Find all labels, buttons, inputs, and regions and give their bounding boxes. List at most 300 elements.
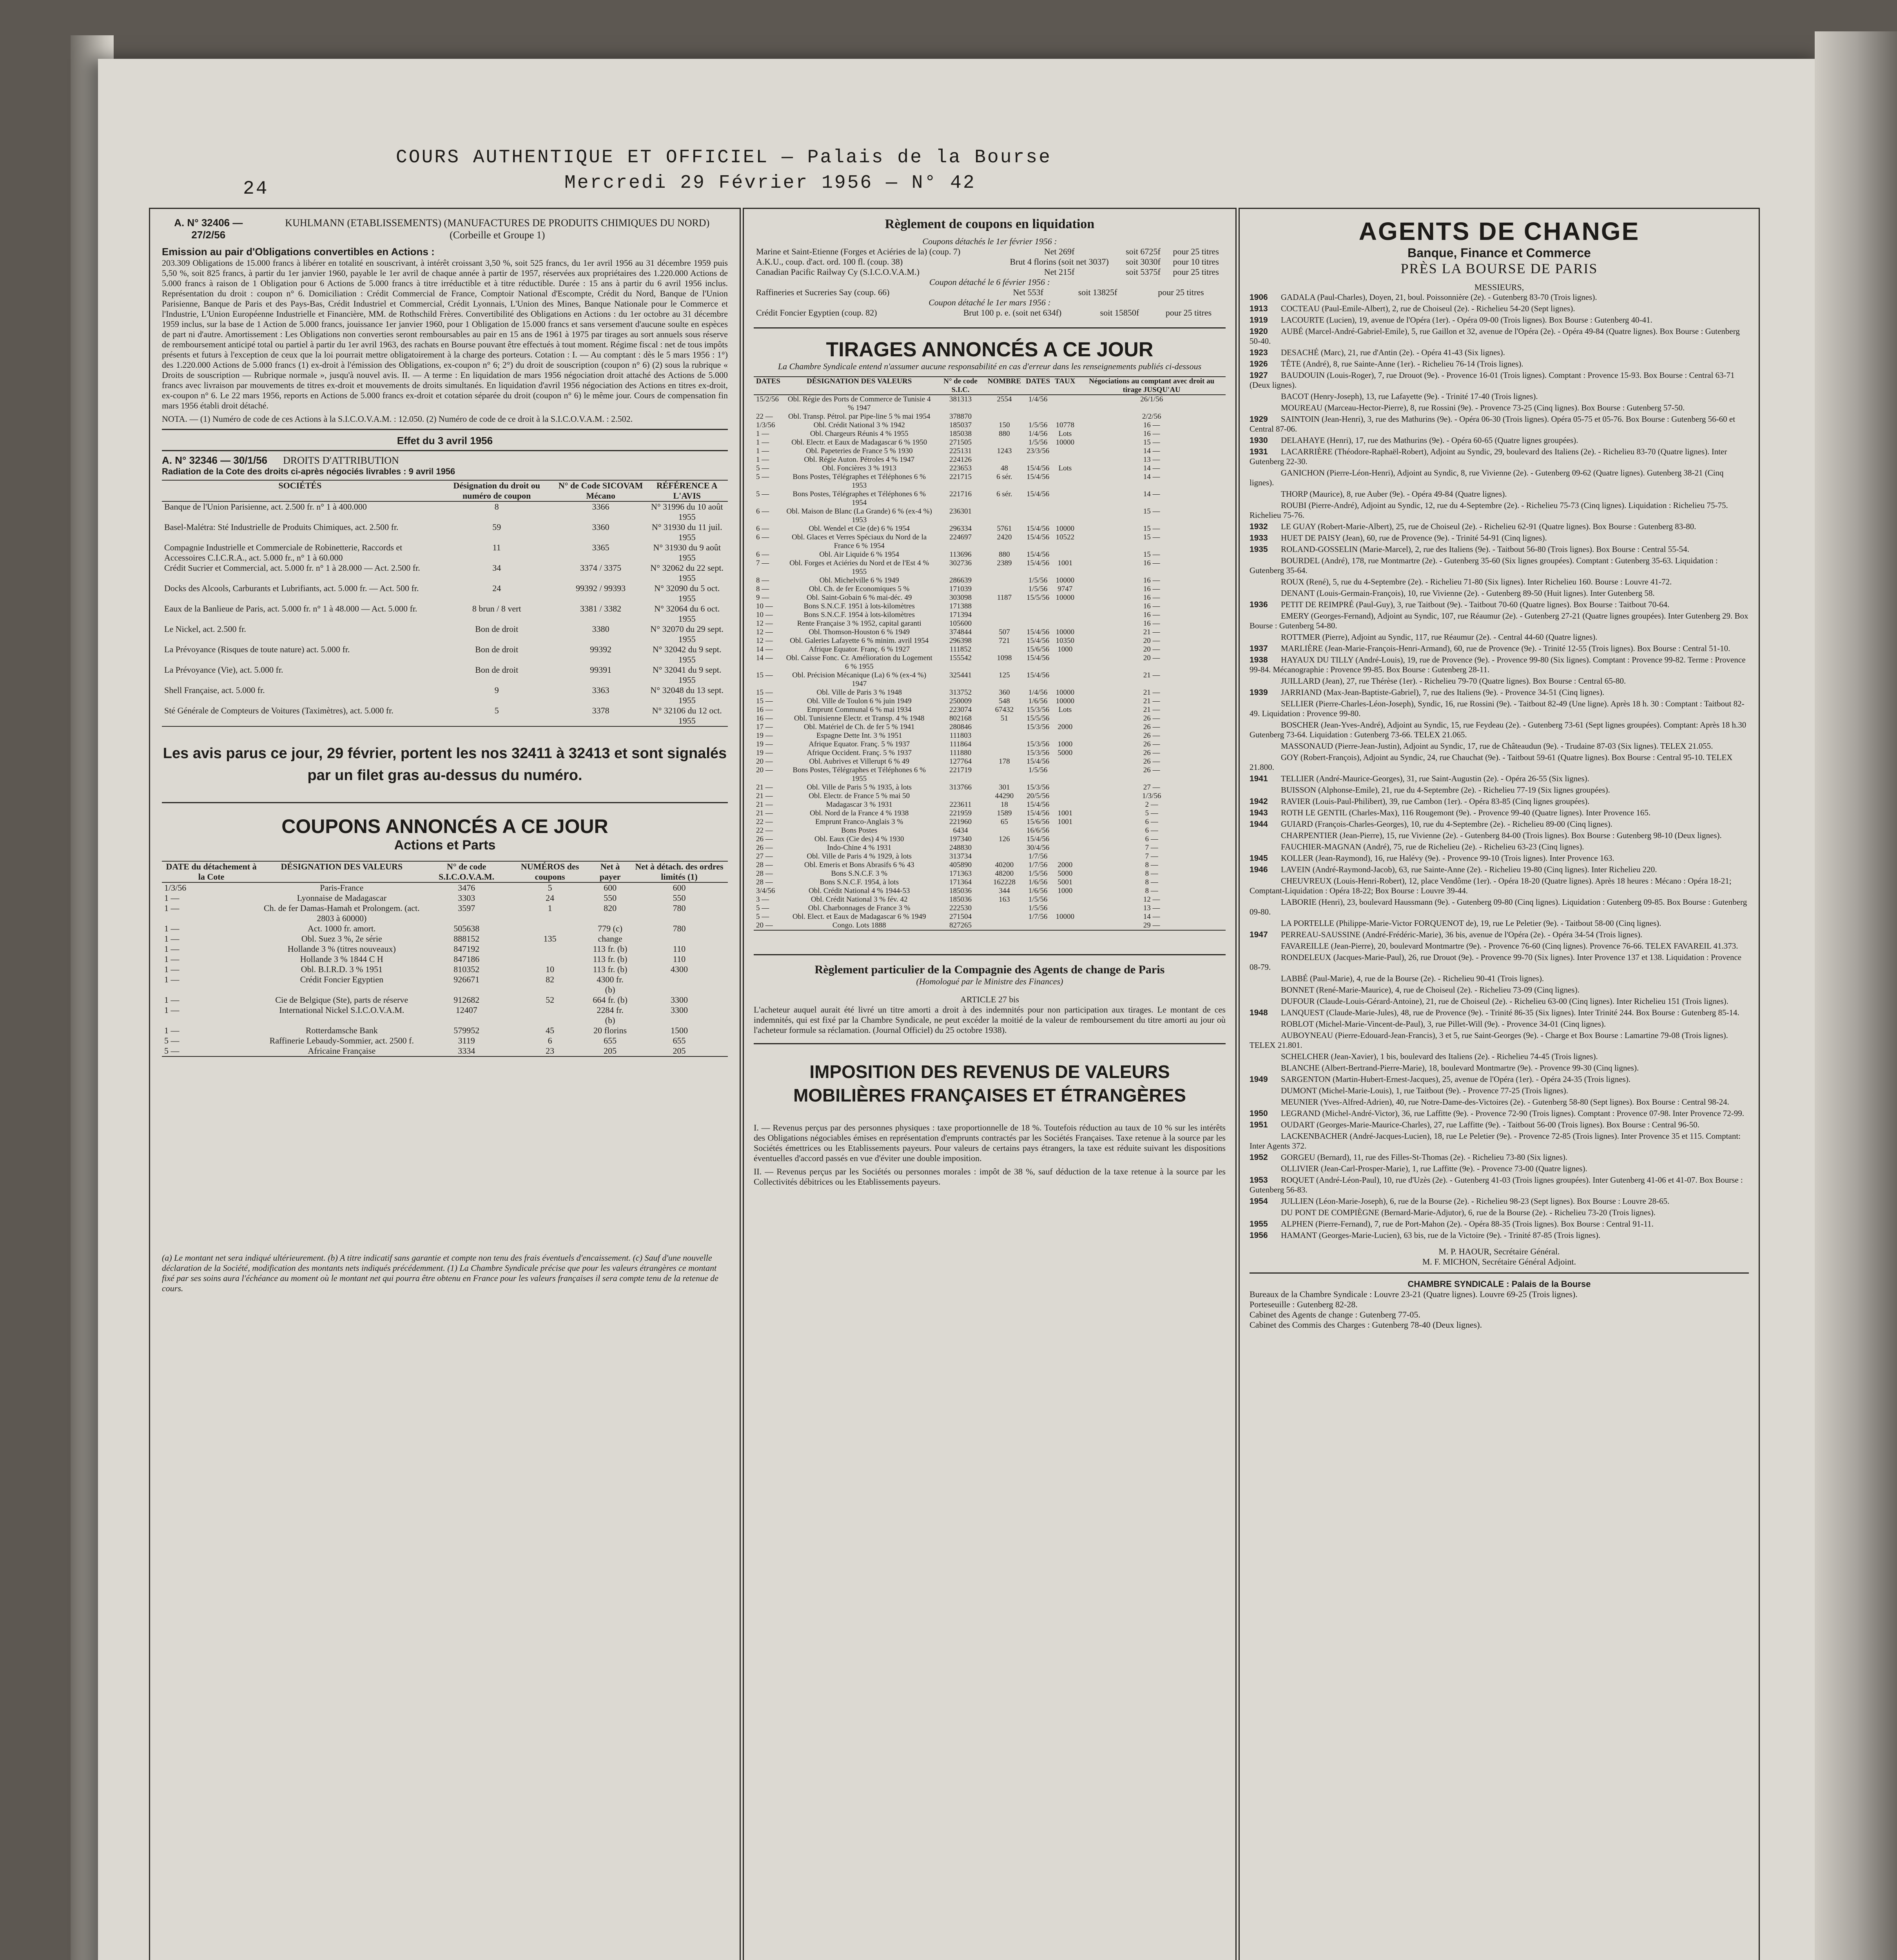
table-cell: 21 — <box>1143 697 1160 705</box>
agent-year: 1937 <box>1250 644 1268 653</box>
table-cell: 381313 <box>949 395 972 403</box>
table-cell <box>1052 602 1077 611</box>
table-cell: 9747 <box>1057 585 1073 593</box>
table-cell: 236301 <box>949 507 972 515</box>
table-cell: 15/4/56 <box>1026 654 1050 662</box>
notice-company: KUHLMANN (ETABLISSEMENTS) (MANUFACTURES DE PRODUITS CHIMIQUES DU NORD) (Corbeille et Groupe 1) <box>285 217 710 241</box>
table-cell: 1/5/56 <box>1028 766 1048 774</box>
tirage-row <box>754 826 1226 835</box>
agent-year: 1927 <box>1250 371 1268 380</box>
table-cell: 271505 <box>949 438 972 446</box>
table-cell <box>1052 904 1077 913</box>
table-cell <box>510 944 589 954</box>
table-cell: soit 13825f <box>1078 287 1117 297</box>
table-cell: 1 — <box>164 893 180 903</box>
table-cell: Obl. Galeries Lafayette 6 % minim. avril 1954 <box>790 637 929 645</box>
table-cell: pour 25 titres <box>1158 287 1204 297</box>
agent-year: 1947 <box>1250 930 1268 939</box>
agent-year: 1906 <box>1250 293 1268 302</box>
table-cell: 28 — <box>756 878 773 886</box>
agent-year: 1930 <box>1250 436 1268 445</box>
table-cell: 27 — <box>756 852 773 860</box>
agent-details: THORP (Maurice), 8, rue Auber (9e). - Opéra 49-84 (Quatre lignes). <box>1281 489 1507 499</box>
table-cell: 8 — <box>756 576 769 584</box>
table-cell: 223074 <box>949 706 972 714</box>
table-cell: 7 — <box>1145 852 1158 860</box>
agent-entry <box>1250 447 1749 466</box>
agent-details: TELLIER (André-Maurice-Georges), 31, rue Saint-Augustin (2e). - Opéra 26-55 (Six lignes). <box>1281 774 1589 783</box>
agent-entry <box>1250 1008 1749 1018</box>
table-cell: 15 — <box>756 688 773 697</box>
table-cell: Bons Postes, Télégraphes et Téléphones 6 % 1954 <box>793 490 926 507</box>
table-cell: 6 — <box>1145 835 1158 843</box>
agent-year: 1954 <box>1250 1197 1268 1206</box>
table-cell: 10 — <box>756 602 773 610</box>
issue-date: Mercredi 29 Février 1956 — N° 42 <box>564 172 976 194</box>
table-cell: Compagnie Industrielle et Commerciale de Robinetterie, Raccords et Accessoires C.I.C.R.A., act. 5.000 fr., n° 1 à 60.000 <box>164 543 403 563</box>
tirage-row <box>754 593 1226 602</box>
agent-year: 1929 <box>1250 415 1268 424</box>
table-cell: 18 <box>1000 800 1008 809</box>
table-cell: 16 — <box>756 714 773 722</box>
agent-entry <box>1250 1131 1749 1151</box>
chambre-line: Cabinet des Commis des Charges : Gutenberg 78-40 (Deux lignes). <box>1250 1320 1482 1330</box>
table-cell: 185036 <box>949 887 972 895</box>
table-cell: 20 florins <box>593 1025 627 1035</box>
table-cell: 313766 <box>949 783 972 791</box>
table-cell: N° 32106 du 12 oct. 1955 <box>652 706 722 726</box>
table-cell: Hollande 3 % 1844 C H <box>300 954 383 964</box>
agent-details: SCHELCHER (Jean-Xavier), 1 bis, boulevard des Italiens (2e). - Richelieu 74-45 (Trois lignes). <box>1281 1052 1598 1061</box>
table-cell: 178 <box>999 757 1010 766</box>
table-cell: 15/5/56 <box>1026 714 1050 722</box>
table-cell: 5 — <box>756 473 769 481</box>
table-cell: 16 — <box>1143 421 1160 429</box>
rights-row <box>162 706 728 726</box>
table-cell: 14 — <box>756 645 773 653</box>
column-header: Net à détach. des ordres limités (1) <box>631 861 728 882</box>
table-cell: 1 — <box>164 995 180 1005</box>
agent-entry <box>1250 930 1749 940</box>
table-cell: Net 553f <box>1013 287 1044 297</box>
tirage-row <box>754 576 1226 585</box>
rights-row <box>162 522 728 543</box>
reglement-particulier-title: Règlement particulier de la Compagnie des Agents de change de Paris <box>814 963 1165 976</box>
agent-details: GUIARD (François-Charles-Georges), 10, rue du 4-Septembre (2e). - Richelieu 89-00 (Cinq lignes). <box>1281 819 1612 829</box>
agent-details: ROUBI (Pierre-André), Adjoint au Syndic, 12, rue du 4-Septembre (2e). - Richelieu 75-73 (Cinq lignes). Liquidation : Richelieu 75-75. Richelieu 75-76. <box>1250 501 1728 520</box>
coupon-row <box>162 903 728 924</box>
tirage-row <box>754 697 1226 706</box>
table-cell: 1 — <box>164 964 180 974</box>
table-cell: 3360 <box>592 522 609 532</box>
agent-entry <box>1250 556 1749 575</box>
table-cell: 1/3/56 <box>1142 792 1161 800</box>
tirage-row <box>754 628 1226 637</box>
tirage-row <box>754 421 1226 430</box>
reglement-table <box>754 247 1226 277</box>
table-cell: 1500 <box>671 1025 688 1035</box>
table-cell: 250009 <box>949 697 972 705</box>
table-cell: 155542 <box>949 654 972 662</box>
table-cell: soit 5375f <box>1126 267 1161 277</box>
table-cell: 14 — <box>1143 490 1160 498</box>
agent-entry <box>1250 1097 1749 1107</box>
reglement-table <box>754 287 1226 298</box>
table-cell: 21 — <box>1143 671 1160 679</box>
agent-year: 1935 <box>1250 545 1268 554</box>
agent-details: LACOURTE (Lucien), 19, avenue de l'Opéra (1er). - Opéra 09-00 (Trois lignes). Box Bourse : Gutenberg 40-41. <box>1281 315 1652 325</box>
tirage-row <box>754 611 1226 619</box>
agent-details: BACOT (Henry-Joseph), 13, rue Lafayette (9e). - Trinité 17-40 (Trois lignes). <box>1281 392 1538 401</box>
agent-year: 1942 <box>1250 797 1268 806</box>
table-cell: 5 — <box>164 1046 180 1056</box>
agent-entry <box>1250 1019 1749 1029</box>
table-cell: 2389 <box>997 559 1012 567</box>
agent-year: 1956 <box>1250 1231 1268 1240</box>
table-cell: 6 — <box>756 507 769 515</box>
column-header: DÉSIGNATION DES VALEURS <box>261 861 423 882</box>
table-cell: pour 10 titres <box>1173 257 1219 267</box>
rights-row <box>162 665 728 685</box>
agent-year: 1955 <box>1250 1220 1268 1229</box>
tirages-title: TIRAGES ANNONCÉS A CE JOUR <box>826 338 1153 361</box>
table-cell <box>985 723 1024 731</box>
tirage-row <box>754 671 1226 688</box>
table-cell: 224697 <box>949 533 972 541</box>
table-cell: 19 — <box>756 749 773 757</box>
table-cell: 9 <box>494 685 499 695</box>
table-cell: 15/4/56 <box>1026 628 1050 636</box>
agent-details: AUBÉ (Marcel-André-Gabriel-Emile), 5, rue Gaillon et 32, avenue de l'Opéra (2e). - Opéra 49-84 (Quatre lignes). Box Bourse : Gutenberg 50-40. <box>1250 327 1740 346</box>
table-cell: 1001 <box>1057 818 1073 826</box>
table-cell: 6 sér. <box>996 490 1012 498</box>
agent-entry <box>1250 1196 1749 1206</box>
table-cell: Lyonnaise de Madagascar <box>297 893 387 903</box>
table-cell: 171394 <box>949 611 972 619</box>
table-cell: 2000 <box>1057 723 1073 731</box>
table-cell: 150 <box>999 421 1010 429</box>
table-cell: Lots <box>1058 706 1072 714</box>
table-cell <box>510 954 589 964</box>
reglement-sub: Coupon détaché le 1er mars 1956 : <box>929 298 1051 307</box>
table-cell: 171363 <box>949 869 972 878</box>
tirage-row <box>754 559 1226 576</box>
column-header: N° de Code SICOVAM Mécano <box>555 480 646 501</box>
chambre-lines <box>1250 1289 1749 1330</box>
table-cell: Crédit Sucrier et Commercial, act. 5.000 fr. n° 1 à 28.000 — Act. 2.500 fr. <box>164 563 420 573</box>
table-cell: 15/3/56 <box>1026 706 1050 714</box>
table-cell: 1/5/56 <box>1028 421 1048 429</box>
agent-details: ROQUET (André-Léon-Paul), 10, rue d'Uzès (2e). - Gutenberg 41-03 (Trois lignes groupées). Inter Gutenberg 41-06 et 41-07. Box Bourse : Gutenberg 56-83. <box>1250 1175 1743 1194</box>
table-cell: 10522 <box>1056 533 1075 541</box>
table-cell: 1 — <box>164 975 180 984</box>
table-cell: 2 — <box>1145 800 1158 809</box>
table-cell <box>1052 757 1077 766</box>
table-cell: 185037 <box>949 421 972 429</box>
agent-details: SELLIER (Pierre-Charles-Léon-Joseph), Syndic, 16, rue Rossini (9e). - Taitbout 82-49 (Une ligne). Après 18 h. 30 : Comptant : Taitbout 82-49. Liquidation : Provence 99-80. <box>1250 699 1745 718</box>
table-cell: Obl. B.I.R.D. 3 % 1951 <box>301 964 383 974</box>
table-cell <box>631 975 728 995</box>
table-cell: Obl. Air Liquide 6 % 1954 <box>819 550 900 559</box>
tirage-row <box>754 524 1226 533</box>
reglement-particulier-sub: (Homologué par le Ministre des Finances) <box>916 976 1063 986</box>
agent-details: LABORIE (Henri), 23, boulevard Haussmann (9e). - Gutenberg 09-80 (Cinq lignes). Liquidation : Gutenberg 09-85. Box Bourse : Gutenberg 09-80. <box>1250 897 1747 916</box>
table-cell: 1/3/56 <box>756 421 775 429</box>
table-cell: 15/3/56 <box>1026 783 1050 791</box>
table-cell: 810352 <box>453 964 480 974</box>
table-cell: soit 6725f <box>1126 247 1161 256</box>
coupons-table <box>162 861 728 1057</box>
table-cell: 28 — <box>756 869 773 878</box>
table-cell: Banque de l'Union Parisienne, act. 2.500 fr. n° 1 à 400.000 <box>164 502 367 512</box>
table-cell: 8 — <box>1145 878 1158 886</box>
agent-details: CHEUVREUX (Louis-Henri-Robert), 12, place Vendôme (1er). - Opéra 18-20 (Quatre lignes). Après 18 heures : Mécano : Opéra 18-21; Comptant-Liquidation : Opéra 18-22; Box Bourse : Louvre 39-44. <box>1250 876 1732 895</box>
agent-details: PERREAU-SAUSSINE (André-Frédéric-Marie), 36 bis, avenue de l'Opéra (2e). - Opéra 34-54 (Trois lignes). <box>1281 930 1643 939</box>
table-cell: Obl. Electr. de France 5 % mai 50 <box>809 792 910 800</box>
agent-entry <box>1250 544 1749 554</box>
table-cell: 16 — <box>1143 611 1160 619</box>
agent-entry <box>1250 348 1749 358</box>
agent-entry <box>1250 292 1749 302</box>
table-cell: 655 <box>604 1036 617 1045</box>
table-cell: 135 <box>543 934 557 944</box>
table-cell: Ch. de fer Damas-Hamah et Prolongem. (act. 2803 à 60000) <box>263 903 420 923</box>
table-cell: 1 — <box>164 1025 180 1035</box>
table-cell: 22 — <box>756 818 773 826</box>
table-cell: 2554 <box>997 395 1012 403</box>
table-cell: Obl. Aubrives et Villerupt 6 % 49 <box>809 757 909 766</box>
agents-subtitle2: PRÈS LA BOURSE DE PARIS <box>1400 261 1598 276</box>
table-cell: 21 — <box>756 800 773 809</box>
table-cell: Obl. Chargeurs Réunis 4 % 1955 <box>810 430 909 438</box>
table-cell: 1/7/56 <box>1028 861 1048 869</box>
table-cell: 26 — <box>1143 714 1160 722</box>
table-cell <box>985 438 1024 447</box>
table-cell: 185038 <box>949 430 972 438</box>
table-cell: 1 — <box>756 447 769 455</box>
table-cell: Eaux de la Banlieue de Paris, act. 5.000 fr. n° 1 à 48.000 — Act. 5.000 fr. <box>164 604 417 613</box>
table-cell: 221960 <box>949 818 972 826</box>
table-cell: 23/3/56 <box>1026 447 1050 455</box>
rights-row <box>162 685 728 706</box>
agent-details: BOSCHER (Jean-Yves-André), Adjoint au Syndic, 15, rue Feydeau (2e). - Gutenberg 73-61 (Sept lignes groupées). Comptant: Après 18 h.30 Gutenberg 73-64. Liquidation : Gutenberg 73-66. TELEX 21.065. <box>1250 720 1746 739</box>
table-cell <box>1023 921 1052 930</box>
table-cell: 23 <box>546 1046 555 1056</box>
table-cell <box>985 619 1024 628</box>
agent-details: HAMANT (Georges-Marie-Lucien), 63 bis, rue de la Victoire (9e). - Trinité 87-85 (Trois lignes). <box>1281 1230 1601 1240</box>
table-cell: 912682 <box>453 995 480 1005</box>
avis-note: Les avis parus ce jour, 29 février, portent les nos 32411 à 32413 et sont signalés par un filet gras au-dessus du numéro. <box>163 745 727 784</box>
table-cell: 325441 <box>949 671 972 679</box>
coupon-row <box>162 995 728 1005</box>
agent-entry <box>1250 489 1749 499</box>
agent-entry <box>1250 644 1749 653</box>
table-cell <box>1052 895 1077 904</box>
table-cell: change <box>598 934 622 944</box>
table-cell: Bons S.N.C.F. 1951 à lots-kilomètres <box>803 602 915 610</box>
agent-entry <box>1250 918 1749 928</box>
table-cell: 5 <box>548 883 552 893</box>
column-header: DATE du détachement à la Cote <box>162 861 261 882</box>
table-cell <box>985 611 1024 619</box>
tirage-row <box>754 740 1226 749</box>
table-cell: Obl. Régie Auton. Pétroles 4 % 1947 <box>804 456 915 464</box>
notice-body: 203.309 Obligations de 15.000 francs à libérer en totalité en souscrivant, à intérêt croissant 3,50 %, soit 525 francs, du 1er avril 1956 au 31 décembre 1959 puis 5,50 %, soit 825 francs, à partir du 1er janvier 1960, payable le 1er avril de chaque année à partir de 1957, réservées aux propriétaires des 1.220.000 Actions de 5.000 francs à raison de 1 Obligation pour 6 Actions de 5.000 francs à titre irréductible et à titre réductible. Durée : 15 ans à partir du 6 avril 1956 inclus. Représentation du droit : coupon n° 6. Domiciliation : Crédit Commercial de France, Comptoir National d'Escompte, Crédit du Nord, Banque de l'Union Parisienne, Banque de Paris et des Pays-Bas, Crédit Industriel et Commercial, Crédit Lyonnais, L'Union des Mines, Banque Nationale pour le Commerce et l'Industrie, L'Union Européenne Industrielle et Financière, MM. de Rothschild Frères. Convertibilité des Obligations en Actions : du 1er octobre au 31 décembre 1959 inclus, sur la base de 1 Action de 5.000 francs, jouissance 1er janvier 1960, pour 1 Obligation de 15.000 francs et sans versement d'aucune soulte en espèces de part ni d'autre. Amortissement : Les Obligations non converties seront remboursables au pair en 15 ans de 1961 à 1975 par tirages au sort annuels sous réserve de remboursement anticipé total ou partiel à partir du 1er avril 1963, des rachats en Bourse pouvant être effectués à tout moment. Régime fiscal : net de tous impôts présents et futurs à l'exception de ceux que la loi pourrait mettre obligatoirement à la charge des porteurs. Cotation : I. — Au comptant : dès le 5 mars 1956 : 1°) des 1.220.000 Actions de 5.000 francs (1) ex-droit à l'émission des Obligations, ex-coupon n° 6; 2°) du droit de souscription (coupon n° 6) (2) sous la rubrique « Droits de souscription — Rubrique normale », jusqu'à nouvel avis. II. — A terme : En liquidation de mars 1956 négociation droit attaché des Actions de 5.000 francs avec livraison par mouvements de titres ex-droit et mouvements de droits simultanés. En liquidation d'avril 1956 négociation des Actions en titres ex-droit, ex-coupon n° 6. Le 22 mars 1956, reports en Actions de 5.000 francs ex-droit et cotation séparée du droit (coupon n° 6) le même jour. Cours de compensation fin mars 1956 établi droit détaché. <box>162 258 728 410</box>
agent-details: OUDART (Georges-Marie-Maurice-Charles), 27, rue Laffitte (9e). - Taitbout 56-00 (Trois lignes). Box Bourse : Central 96-50. <box>1281 1120 1700 1129</box>
table-cell: 21 — <box>1143 688 1160 697</box>
table-cell: pour 25 titres <box>1165 308 1212 318</box>
table-cell: 6 — <box>756 550 769 559</box>
table-cell: 14 — <box>756 654 773 662</box>
column-header: Désignation du droit ou numéro de coupon <box>438 480 555 501</box>
agent-entry <box>1250 1175 1749 1195</box>
agent-details: ALPHEN (Pierre-Fernand), 7, rue de Port-Mahon (2e). - Opéra 88-35 (Trois lignes). Box Bourse : Central 91-11. <box>1281 1219 1654 1229</box>
table-cell: 6 <box>548 1036 552 1045</box>
table-cell <box>1023 456 1052 464</box>
table-cell: Bons Postes, Télégraphes et Téléphones 6 % 1953 <box>793 473 926 490</box>
table-cell: 45 <box>546 1025 555 1035</box>
reglement-sub: Coupon détaché le 6 février 1956 : <box>929 277 1050 287</box>
coupon-row <box>162 1025 728 1036</box>
table-cell: Obl. Thomson-Houston 6 % 1949 <box>809 628 910 636</box>
agent-details: LA PORTELLE (Philippe-Marie-Victor FORQUENOT de), 19, rue Le Peletier (9e). - Taitbout 58-00 (Cinq lignes). <box>1281 918 1661 928</box>
table-cell <box>985 766 1024 783</box>
table-cell: Shell Française, act. 5.000 fr. <box>164 685 265 695</box>
table-cell: Afrique Equator. Franç. 6 % 1927 <box>809 645 910 653</box>
agent-entry <box>1250 688 1749 697</box>
table-cell: La Prévoyance (Vie), act. 5.000 fr. <box>164 665 283 675</box>
page-edge <box>1815 31 1897 1960</box>
table-cell: 3334 <box>458 1046 475 1056</box>
table-cell: 16 — <box>1143 559 1160 567</box>
imposition-body: II. — Revenus perçus par les Sociétés ou personnes morales : impôt de 38 %, sauf déduction de la taxe retenue à la source par les Collectivités débitrices ou les Etablissements payeurs. <box>754 1167 1226 1187</box>
tirage-row <box>754 473 1226 490</box>
table-cell: 780 <box>673 903 686 913</box>
table-cell <box>1052 395 1077 412</box>
agent-details: ROUX (René), 5, rue du 4-Septembre (2e). - Richelieu 71-80 (Six lignes). Inter Richelieu 160. Bourse : Louvre 41-72. <box>1281 577 1672 586</box>
table-cell: 28 — <box>756 861 773 869</box>
table-cell: 20 — <box>1143 654 1160 662</box>
table-cell: 127764 <box>949 757 972 766</box>
agent-year: 1953 <box>1250 1176 1268 1185</box>
agent-details: SARGENTON (Martin-Hubert-Ernest-Jacques), 25, avenue de l'Opéra (1er). - Opéra 24-35 (Trois lignes). <box>1281 1074 1630 1084</box>
table-cell <box>1052 714 1077 723</box>
agent-entry <box>1250 533 1749 543</box>
coupon-row <box>162 1036 728 1046</box>
agent-entry <box>1250 1074 1749 1084</box>
agent-year: 1950 <box>1250 1109 1268 1118</box>
agent-entry <box>1250 785 1749 795</box>
agent-year: 1952 <box>1250 1153 1268 1162</box>
table-cell: Brut 100 p. e. (soit net 634f) <box>963 308 1062 318</box>
table-cell: Afrique Occident. Franç. 5 % 1937 <box>807 749 912 757</box>
table-cell: 24 <box>492 583 501 593</box>
agent-details: DESACHÉ (Marc), 21, rue d'Antin (2e). - Opéra 41-43 (Six lignes). <box>1281 348 1505 357</box>
table-cell: 9 — <box>756 593 769 602</box>
table-cell: 15/4/56 <box>1026 550 1050 559</box>
table-cell <box>985 749 1024 757</box>
table-cell: 222530 <box>949 904 972 912</box>
table-cell: 22 — <box>756 412 773 421</box>
table-cell <box>1052 611 1077 619</box>
table-cell: 1243 <box>997 447 1012 455</box>
table-cell: Obl. Maison de Blanc (La Grande) 6 % (ex-4 %) 1953 <box>786 507 932 524</box>
table-cell: 779 (c) <box>598 924 623 933</box>
table-cell: 1/5/56 <box>1028 869 1048 878</box>
agent-details: JUILLARD (Jean), 27, rue Thérèse (1er). - Richelieu 79-70 (Quatre lignes). Box Bourse : Central 65-80. <box>1281 676 1626 686</box>
agent-details: AUBOYNEAU (Pierre-Edouard-Jean-Francis), 3 et 5, rue Saint-Georges (9e). - Charge et Box Bourse : Lamartine 79-08 (Trois lignes). TELEX 21.801. <box>1250 1031 1728 1050</box>
table-cell: 224126 <box>949 456 972 464</box>
table-cell: soit 15850f <box>1100 308 1139 318</box>
agent-details: GADALA (Paul-Charles), Doyen, 21, boul. Poissonnière (2e). - Gutenberg 83-70 (Trois lignes). <box>1281 292 1597 302</box>
table-cell: 15/3/56 <box>1026 740 1050 748</box>
tirage-row <box>754 800 1226 809</box>
table-cell: 880 <box>999 550 1010 559</box>
table-cell: 5 — <box>164 1036 180 1045</box>
table-cell: 1001 <box>1057 559 1073 567</box>
table-cell: 11 <box>492 543 501 552</box>
table-cell: Obl. Glaces et Verres Spéciaux du Nord de la France 6 % 1954 <box>792 533 927 550</box>
table-cell: Obl. Crédit National 4 % 1944-53 <box>808 887 910 895</box>
column-header: N° de code S.I.C.O.V.A.M. <box>423 861 510 882</box>
table-cell <box>985 456 1024 464</box>
table-cell: 10000 <box>1056 628 1075 636</box>
agent-entry <box>1250 1219 1749 1229</box>
table-cell: 21 — <box>756 783 773 791</box>
table-cell: 26 — <box>756 835 773 843</box>
table-cell: 8 — <box>1145 869 1158 878</box>
column-header: DÉSIGNATION DES VALEURS <box>783 377 936 395</box>
notice-type: DROITS D'ATTRIBUTION <box>283 455 399 466</box>
table-cell: Obl. Elect. et Eaux de Madagascar 6 % 1949 <box>792 913 926 921</box>
agent-details: JULLIEN (Léon-Marie-Joseph), 6, rue de la Bourse (2e). - Richelieu 98-23 (Sept lignes). Box Bourse : Louvre 28-65. <box>1281 1196 1670 1206</box>
table-cell: 1/5/56 <box>1028 895 1048 904</box>
table-cell <box>1052 826 1077 835</box>
table-cell: Obl. Ch. de fer Economiques 5 % <box>809 585 910 593</box>
coupon-row <box>162 893 728 903</box>
table-cell <box>936 792 985 800</box>
table-cell: 3300 <box>671 1005 688 1015</box>
table-cell: 600 <box>604 883 617 893</box>
table-cell: 655 <box>673 1036 686 1045</box>
table-cell <box>985 585 1024 593</box>
agent-details: DUFOUR (Claude-Louis-Gérard-Antoine), 21, rue de Choiseul (2e). - Richelieu 63-00 (Cinq lignes). Inter Richelieu 151 (Trois lignes). <box>1281 996 1728 1006</box>
table-cell <box>985 731 1024 740</box>
table-cell: 5 — <box>1145 809 1158 817</box>
table-cell: 15 — <box>756 671 773 679</box>
table-cell: Emprunt Franco-Anglais 3 % <box>815 818 903 826</box>
table-cell <box>1052 731 1077 740</box>
table-cell: 3/4/56 <box>756 887 775 895</box>
effet-title: Effet du 3 avril 1956 <box>397 435 493 446</box>
table-cell: N° 31930 du 9 août 1955 <box>653 543 721 563</box>
agent-entry <box>1250 327 1749 346</box>
agent-entry <box>1250 1086 1749 1096</box>
table-cell: 548 <box>999 697 1010 705</box>
agent-details: HAYAUX DU TILLY (André-Louis), 19, rue de Provence (9e). - Provence 99-80 (Six lignes). Comptant : Provence 99-82. Terme : Provence 99-84. Mécanographie : Provence 99-85. Box Bourse : Gutenberg 28-11. <box>1250 655 1746 674</box>
coupon-row <box>162 954 728 964</box>
table-cell: 1098 <box>997 654 1012 662</box>
table-cell: 3365 <box>592 543 609 552</box>
table-cell <box>1052 766 1077 783</box>
agent-entry <box>1250 1052 1749 1062</box>
chambre-line: Cabinet des Agents de change : Gutenberg 77-05. <box>1250 1310 1420 1319</box>
agent-year: 1945 <box>1250 854 1268 863</box>
agent-year: 1938 <box>1250 655 1268 664</box>
agent-entry <box>1250 676 1749 686</box>
table-cell: 12 — <box>756 628 773 636</box>
table-cell: 10000 <box>1056 576 1075 584</box>
